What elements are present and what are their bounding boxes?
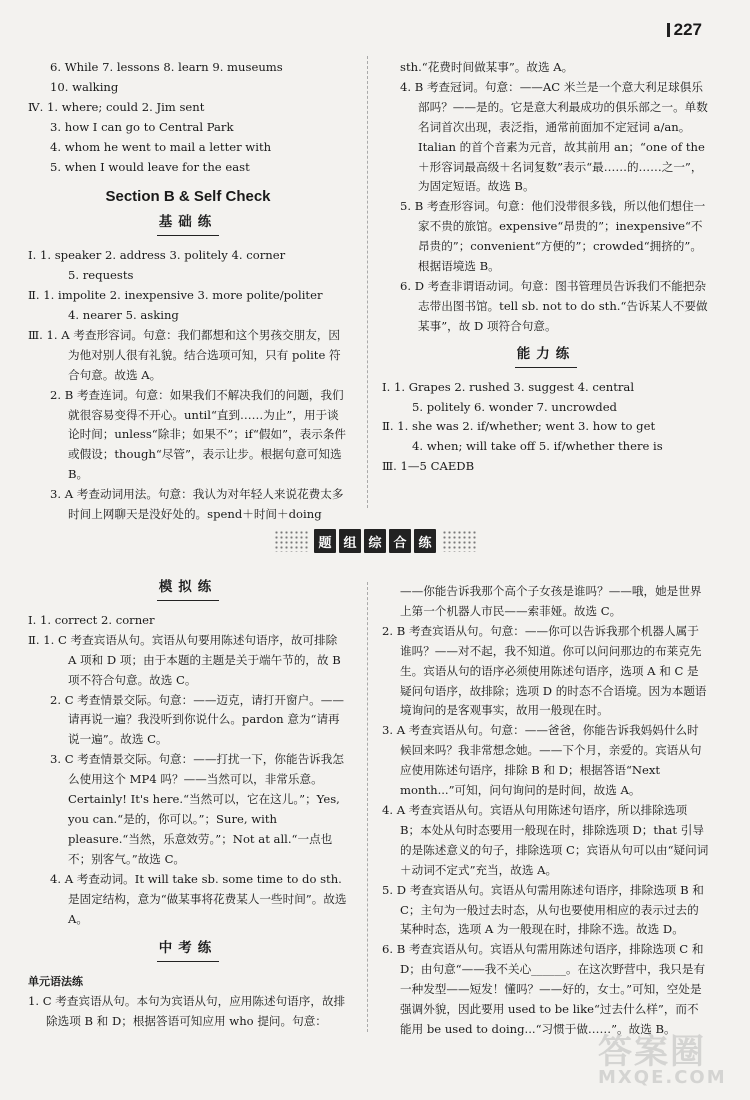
- answer-line: 5. politely 6. wonder 7. uncrowded: [412, 399, 617, 414]
- explanation-paragraph: 1. C 考查宾语从句。本句为宾语从句，应用陈述句语序，故排除选项 B 和 D；根据答语可知应用 who 提问。句意：: [28, 994, 346, 1029]
- explanation-paragraph: 3. A 考查动词用法。句意：我认为对年轻人来说花费太多时间上网聊天是没好处的。spend＋时间＋doing: [50, 487, 344, 522]
- banner-char: 综: [364, 529, 386, 553]
- explanation-paragraph: 3. A 考查宾语从句。句意：——爸爸，你能告诉我妈妈什么时候回来吗？我非常想念她。——下个月，亲爱的。宾语从句应使用陈述句语序，排除 B 和 D；根据答语“Next month...”可知，问句询问的是时间，故选 A。: [382, 723, 702, 798]
- page-number: [667, 20, 702, 40]
- subsection-title-zhongkao: [28, 939, 348, 962]
- answer-line: Ⅱ. 1. she was 2. if/whether; went 3. how to get: [382, 419, 656, 434]
- answer-line: 4. nearer 5. asking: [68, 307, 179, 322]
- banner-char: 题: [314, 529, 336, 553]
- explanation-paragraph: 4. A 考查动词。It will take sb. some time to do sth. 是固定结构，意为“做某事将花费某人一些时间”。故选 A。: [50, 871, 347, 926]
- banner-char: 合: [389, 529, 411, 553]
- explanation-paragraph: 6. D 考查非谓语动词。句意：图书管理员告诉我们不能把杂志带出图书馆。tell sb. not to do sth.“告诉某人不要做某事”，故 D 项符合句意。: [400, 278, 708, 333]
- page-number-marker: [667, 23, 670, 37]
- explanation-paragraph: 3. C 考查情景交际。句意：——打扰一下，你能告诉我怎么使用这个 MP4 吗？——当然可以，非常乐意。Certainly! It's here.“当然可以，它在这儿。”；Yes, you can.“是的，你可以。”；Sure, with pleasure.“当然，乐意效劳。”；Not at all.“一点也不；别客气。”故选 C。: [50, 752, 344, 866]
- answer-line: Ⅰ. 1. Grapes 2. rushed 3. suggest 4. central: [382, 379, 635, 394]
- watermark-url: MXQE.COM: [598, 1067, 727, 1088]
- explanation-paragraph: Ⅲ. 1. A 考查形容词。句意：我们都想和这个男孩交朋友，因为他对别人很有礼貌。结合选项可知，只有 polite 符合句意。故选 A。: [28, 327, 341, 382]
- watermark-text: 答案圈: [598, 1032, 706, 1072]
- top-left-column: [28, 58, 348, 525]
- answer-line: 4. whom he went to mail a letter with: [50, 139, 272, 154]
- answer-line: 10. walking: [50, 79, 119, 94]
- bottom-left-column: [28, 578, 348, 1032]
- subsection-title-text: 模拟练: [157, 578, 220, 601]
- banner-char: 组: [339, 529, 361, 553]
- answer-line: 5. requests: [68, 268, 134, 283]
- banner-dot-pattern-left: [274, 530, 308, 552]
- explanation-paragraph: sth.“花费时间做某事”。故选 A。: [400, 60, 574, 74]
- top-column-divider: [367, 56, 368, 508]
- subsection-title-moni: [28, 578, 348, 601]
- banner-char: 练: [414, 529, 436, 553]
- explanation-paragraph: 6. B 考查宾语从句。宾语从句需用陈述句语序，排除选项 C 和 D；由句意“——我不关心______。在这次野营中，我只是有一种发型——短发！懂吗？——好的，女士。”可知，空处是强调外貌，因此要用 used to be like“过去什么样”，而不能用 be used to doing...“习惯于做……”。故选 B。: [382, 942, 706, 1036]
- subsection-title-text: 能力练: [515, 345, 578, 368]
- answer-line: 5. when I would leave for the east: [50, 159, 250, 174]
- explanation-paragraph: 2. C 考查情景交际。句意：——迈克，请打开窗户。——请再说一遍？我没听到你说什么。pardon 意为“请再说一遍”。故选 C。: [50, 692, 344, 747]
- explanation-paragraph: 4. A 考查宾语从句。宾语从句用陈述句语序，所以排除选项 B；本处从句时态要用一般现在时，排除选项 D；that 引导的是陈述意义的句子，排除选项 C；宾语从句可以由“疑问词＋动词不定式”充当，故选 A。: [382, 802, 709, 877]
- subsection-title-nengli: [382, 345, 710, 368]
- explanation-paragraph: 5. B 考查形容词。句意：他们没带很多钱，所以他们想住一家不贵的旅馆。expensive“昂贵的”；inexpensive“不昂贵的”；convenient“方便的”；crowded“拥挤的”。根据语境选 B。: [400, 199, 706, 274]
- answer-line: 6. While 7. lessons 8. learn 9. museums: [50, 60, 283, 74]
- answer-line: Ⅱ. 1. impolite 2. inexpensive 3. more polite/politer: [28, 288, 323, 303]
- explanation-paragraph: 2. B 考查连词。句意：如果我们不解决我们的问题，我们就很容易变得不开心。until“直到……为止”，用于谈论时间；unless“除非；如果不”；if“假如”，表示条件或假设；though“尽管”，表示让步。根据句意可知选 B。: [50, 387, 347, 482]
- page-number-text: 227: [673, 20, 702, 39]
- top-right-column: [382, 58, 710, 477]
- section-title: Section B & Self Check: [105, 188, 271, 206]
- bottom-right-column: [382, 582, 710, 1040]
- answer-line: 3. how I can go to Central Park: [50, 119, 234, 134]
- explanation-paragraph: 4. B 考查冠词。句意：——AC 米兰是一个意大利足球俱乐部吗？——是的。它是意大利最成功的俱乐部之一。单数名词首次出现，表泛指，通常前面加不定冠词 a/an。Italian 的首个音素为元音，故其前用 an；“one of the＋形容词最高级＋名词复数”表示“最……的……之一”，为固定短语。故选 B。: [400, 79, 708, 194]
- answer-line: Ⅰ. 1. correct 2. corner: [28, 612, 155, 627]
- explanation-paragraph: 2. B 考查宾语从句。句意：——你可以告诉我那个机器人属于谁吗？——对不起，我不知道。你可以问问那边的布莱克先生。宾语从句的语序必须使用陈述句语序，选项 A 和 C 是疑问句语序，故排除；选项 D 的时态不合语境。因为本题语境询问的是客观事实，故用一般现在时。: [382, 623, 707, 718]
- answer-line: Ⅳ. 1. where; could 2. Jim sent: [28, 99, 205, 114]
- subsection-title-jichu: [28, 213, 348, 236]
- explanation-paragraph: ——你能告诉我那个高个子女孩是谁吗？——哦，她是世界上第一个机器人市民——索菲娅。故选 C。: [400, 584, 702, 618]
- watermark-logo: [598, 1024, 738, 1094]
- bottom-column-divider: [367, 582, 368, 1032]
- explanation-paragraph: 5. D 考查宾语从句。宾语从句需用陈述句语序，排除选项 B 和 C；主句为一般过去时态，从句也要使用相应的表示过去的某种时态，选项 A 为一般现在时，排除不选。故选 D。: [382, 882, 704, 937]
- answer-line: 4. when; will take off 5. if/whether there is: [412, 439, 663, 454]
- answer-line: Ⅰ. 1. speaker 2. address 3. politely 4. corner: [28, 248, 286, 263]
- answer-line: Ⅲ. 1—5 CAEDB: [382, 459, 475, 474]
- subsection-title-text: 中考练: [157, 939, 220, 962]
- banner-title: [314, 529, 436, 553]
- section-banner: [250, 526, 500, 556]
- explanation-paragraph: Ⅱ. 1. C 考查宾语从句。宾语从句要用陈述句语序，故可排除 A 项和 D 项；由于本题的主题是关于端午节的，故 B 项不符合句意。故选 C。: [28, 632, 341, 687]
- banner-dot-pattern-right: [442, 530, 476, 552]
- unit-grammar-label: 单元语法练: [28, 975, 83, 989]
- subsection-title-text: 基础练: [157, 213, 220, 236]
